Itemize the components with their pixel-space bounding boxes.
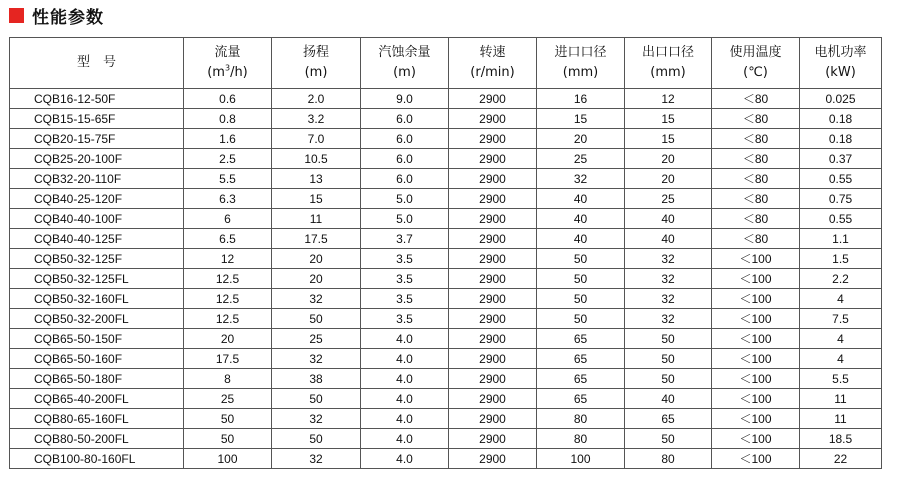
- cell-temperature: ＜100: [712, 409, 800, 429]
- cell-outlet-diameter: 25: [625, 189, 712, 209]
- cell-speed: 2900: [449, 169, 537, 189]
- cell-inlet-diameter: 50: [537, 289, 625, 309]
- table-row: [10, 169, 882, 189]
- cell-model: CQB40-40-125F: [10, 229, 184, 249]
- cell-flow: 100: [184, 449, 272, 469]
- table-row: [10, 389, 882, 409]
- cell-motor-power: 0.18: [800, 129, 882, 149]
- header-model: 型 号: [10, 38, 184, 89]
- cell-flow: 6.3: [184, 189, 272, 209]
- cell-head: 20: [272, 249, 361, 269]
- cell-model: CQB50-32-125F: [10, 249, 184, 269]
- cell-outlet-diameter: 32: [625, 309, 712, 329]
- cell-npsh: 5.0: [361, 189, 449, 209]
- cell-motor-power: 4: [800, 349, 882, 369]
- cell-flow: 50: [184, 409, 272, 429]
- cell-npsh: 6.0: [361, 129, 449, 149]
- cell-npsh: 4.0: [361, 449, 449, 469]
- cell-motor-power: 5.5: [800, 369, 882, 389]
- table-row: [10, 409, 882, 429]
- cell-outlet-diameter: 32: [625, 249, 712, 269]
- cell-head: 50: [272, 429, 361, 449]
- cell-head: 25: [272, 329, 361, 349]
- cell-inlet-diameter: 65: [537, 329, 625, 349]
- cell-outlet-diameter: 12: [625, 89, 712, 109]
- section-title: 性能参数: [32, 7, 104, 28]
- cell-speed: 2900: [449, 129, 537, 149]
- cell-head: 13: [272, 169, 361, 189]
- cell-inlet-diameter: 80: [537, 409, 625, 429]
- cell-model: CQB50-32-160FL: [10, 289, 184, 309]
- cell-temperature: ＜80: [712, 169, 800, 189]
- cell-model: CQB32-20-110F: [10, 169, 184, 189]
- table-row: [10, 129, 882, 149]
- cell-motor-power: 1.1: [800, 229, 882, 249]
- cell-flow: 5.5: [184, 169, 272, 189]
- cell-temperature: ＜80: [712, 89, 800, 109]
- cell-temperature: ＜100: [712, 449, 800, 469]
- cell-flow: 50: [184, 429, 272, 449]
- cell-head: 2.0: [272, 89, 361, 109]
- cell-outlet-diameter: 80: [625, 449, 712, 469]
- header-motor-power: 电机功率 (kW): [800, 38, 882, 89]
- cell-head: 32: [272, 349, 361, 369]
- cell-model: CQB25-20-100F: [10, 149, 184, 169]
- cell-npsh: 6.0: [361, 109, 449, 129]
- cell-speed: 2900: [449, 409, 537, 429]
- cell-outlet-diameter: 15: [625, 129, 712, 149]
- cell-temperature: ＜100: [712, 249, 800, 269]
- cell-model: CQB65-50-160F: [10, 349, 184, 369]
- cell-temperature: ＜100: [712, 369, 800, 389]
- cell-outlet-diameter: 50: [625, 369, 712, 389]
- cell-npsh: 9.0: [361, 89, 449, 109]
- cell-temperature: ＜80: [712, 189, 800, 209]
- cell-motor-power: 22: [800, 449, 882, 469]
- cell-npsh: 3.7: [361, 229, 449, 249]
- red-square-marker-icon: [9, 8, 24, 23]
- cell-speed: 2900: [449, 209, 537, 229]
- cell-npsh: 4.0: [361, 329, 449, 349]
- header-temperature: 使用温度 (℃): [712, 38, 800, 89]
- cell-temperature: ＜80: [712, 149, 800, 169]
- cell-speed: 2900: [449, 189, 537, 209]
- cell-head: 50: [272, 309, 361, 329]
- header-head: 扬程 (m): [272, 38, 361, 89]
- cell-model: CQB50-32-200FL: [10, 309, 184, 329]
- cell-temperature: ＜100: [712, 269, 800, 289]
- cell-model: CQB65-50-150F: [10, 329, 184, 349]
- cell-outlet-diameter: 32: [625, 269, 712, 289]
- table-row: [10, 149, 882, 169]
- performance-table: [9, 37, 882, 469]
- cell-outlet-diameter: 32: [625, 289, 712, 309]
- cell-flow: 0.8: [184, 109, 272, 129]
- cell-npsh: 3.5: [361, 309, 449, 329]
- cell-model: CQB15-15-65F: [10, 109, 184, 129]
- cell-motor-power: 4: [800, 289, 882, 309]
- cell-npsh: 4.0: [361, 389, 449, 409]
- table-body: [10, 89, 882, 469]
- table-row: [10, 209, 882, 229]
- cell-speed: 2900: [449, 329, 537, 349]
- cell-inlet-diameter: 100: [537, 449, 625, 469]
- cell-outlet-diameter: 20: [625, 149, 712, 169]
- cell-motor-power: 0.37: [800, 149, 882, 169]
- cell-model: CQB50-32-125FL: [10, 269, 184, 289]
- cell-inlet-diameter: 65: [537, 369, 625, 389]
- cell-speed: 2900: [449, 269, 537, 289]
- cell-temperature: ＜100: [712, 389, 800, 409]
- cell-flow: 12.5: [184, 269, 272, 289]
- cell-motor-power: 0.18: [800, 109, 882, 129]
- cell-outlet-diameter: 15: [625, 109, 712, 129]
- cell-model: CQB20-15-75F: [10, 129, 184, 149]
- cell-head: 32: [272, 289, 361, 309]
- cell-outlet-diameter: 40: [625, 229, 712, 249]
- header-npsh: 汽蚀余量 (m): [361, 38, 449, 89]
- header-inlet-diameter: 进口口径 (mm): [537, 38, 625, 89]
- cell-flow: 25: [184, 389, 272, 409]
- cell-outlet-diameter: 40: [625, 209, 712, 229]
- cell-temperature: ＜100: [712, 349, 800, 369]
- table-row: [10, 329, 882, 349]
- cell-inlet-diameter: 65: [537, 389, 625, 409]
- cell-speed: 2900: [449, 249, 537, 269]
- cell-outlet-diameter: 50: [625, 429, 712, 449]
- cell-inlet-diameter: 15: [537, 109, 625, 129]
- cell-model: CQB80-65-160FL: [10, 409, 184, 429]
- cell-temperature: ＜80: [712, 229, 800, 249]
- cell-inlet-diameter: 40: [537, 229, 625, 249]
- cell-head: 15: [272, 189, 361, 209]
- cell-speed: 2900: [449, 289, 537, 309]
- cell-npsh: 3.5: [361, 249, 449, 269]
- cell-motor-power: 7.5: [800, 309, 882, 329]
- cell-head: 50: [272, 389, 361, 409]
- cell-flow: 2.5: [184, 149, 272, 169]
- cell-flow: 1.6: [184, 129, 272, 149]
- cell-temperature: ＜80: [712, 129, 800, 149]
- cell-inlet-diameter: 20: [537, 129, 625, 149]
- cell-motor-power: 4: [800, 329, 882, 349]
- table-row: [10, 89, 882, 109]
- cell-head: 11: [272, 209, 361, 229]
- cell-inlet-diameter: 25: [537, 149, 625, 169]
- cell-model: CQB65-40-200FL: [10, 389, 184, 409]
- cell-flow: 8: [184, 369, 272, 389]
- cell-speed: 2900: [449, 149, 537, 169]
- cell-outlet-diameter: 50: [625, 329, 712, 349]
- cell-temperature: ＜100: [712, 309, 800, 329]
- cell-npsh: 6.0: [361, 169, 449, 189]
- cell-inlet-diameter: 40: [537, 209, 625, 229]
- header-speed: 转速 (r/min): [449, 38, 537, 89]
- header-flow: 流量 $(m^3/h)$: [184, 38, 272, 89]
- table-row: [10, 229, 882, 249]
- cell-model: CQB40-25-120F: [10, 189, 184, 209]
- cell-npsh: 4.0: [361, 349, 449, 369]
- cell-flow: 12.5: [184, 289, 272, 309]
- cell-head: 17.5: [272, 229, 361, 249]
- cell-head: 3.2: [272, 109, 361, 129]
- cell-speed: 2900: [449, 389, 537, 409]
- cell-motor-power: 0.55: [800, 209, 882, 229]
- cell-temperature: ＜80: [712, 209, 800, 229]
- table-row: [10, 269, 882, 289]
- cell-outlet-diameter: 20: [625, 169, 712, 189]
- cell-head: 38: [272, 369, 361, 389]
- cell-motor-power: 18.5: [800, 429, 882, 449]
- cell-speed: 2900: [449, 89, 537, 109]
- cell-npsh: 4.0: [361, 409, 449, 429]
- table-header-row: [10, 38, 882, 89]
- cell-temperature: ＜80: [712, 109, 800, 129]
- cell-temperature: ＜100: [712, 429, 800, 449]
- cell-head: 7.0: [272, 129, 361, 149]
- cell-inlet-diameter: 16: [537, 89, 625, 109]
- cell-model: CQB40-40-100F: [10, 209, 184, 229]
- cell-motor-power: 11: [800, 389, 882, 409]
- cell-flow: 12.5: [184, 309, 272, 329]
- cell-outlet-diameter: 40: [625, 389, 712, 409]
- cell-npsh: 5.0: [361, 209, 449, 229]
- table-row: [10, 189, 882, 209]
- cell-flow: 6: [184, 209, 272, 229]
- cell-inlet-diameter: 32: [537, 169, 625, 189]
- table-row: [10, 349, 882, 369]
- cell-speed: 2900: [449, 309, 537, 329]
- cell-npsh: 3.5: [361, 289, 449, 309]
- cell-head: 32: [272, 449, 361, 469]
- table-row: [10, 449, 882, 469]
- cell-motor-power: 0.75: [800, 189, 882, 209]
- cell-outlet-diameter: 50: [625, 349, 712, 369]
- cell-inlet-diameter: 50: [537, 309, 625, 329]
- cell-motor-power: 0.55: [800, 169, 882, 189]
- cell-speed: 2900: [449, 369, 537, 389]
- cell-outlet-diameter: 65: [625, 409, 712, 429]
- cell-flow: 12: [184, 249, 272, 269]
- section-header: [9, 5, 104, 28]
- cell-model: CQB100-80-160FL: [10, 449, 184, 469]
- table-row: [10, 289, 882, 309]
- cell-speed: 2900: [449, 349, 537, 369]
- cell-head: 32: [272, 409, 361, 429]
- cell-inlet-diameter: 80: [537, 429, 625, 449]
- table-row: [10, 109, 882, 129]
- cell-speed: 2900: [449, 229, 537, 249]
- cell-speed: 2900: [449, 429, 537, 449]
- cell-flow: 6.5: [184, 229, 272, 249]
- cell-flow: 20: [184, 329, 272, 349]
- cell-model: CQB65-50-180F: [10, 369, 184, 389]
- cell-motor-power: 0.025: [800, 89, 882, 109]
- table-row: [10, 309, 882, 329]
- cell-motor-power: 11: [800, 409, 882, 429]
- table-row: [10, 369, 882, 389]
- cell-inlet-diameter: 65: [537, 349, 625, 369]
- cell-temperature: ＜100: [712, 329, 800, 349]
- cell-flow: 0.6: [184, 89, 272, 109]
- cell-head: 10.5: [272, 149, 361, 169]
- cell-npsh: 6.0: [361, 149, 449, 169]
- cell-npsh: 4.0: [361, 369, 449, 389]
- cell-npsh: 3.5: [361, 269, 449, 289]
- cell-head: 20: [272, 269, 361, 289]
- cell-npsh: 4.0: [361, 429, 449, 449]
- cell-motor-power: 1.5: [800, 249, 882, 269]
- cell-flow: 17.5: [184, 349, 272, 369]
- cell-inlet-diameter: 40: [537, 189, 625, 209]
- cell-inlet-diameter: 50: [537, 249, 625, 269]
- cell-speed: 2900: [449, 109, 537, 129]
- cell-motor-power: 2.2: [800, 269, 882, 289]
- cell-model: CQB80-50-200FL: [10, 429, 184, 449]
- header-outlet-diameter: 出口口径 (mm): [625, 38, 712, 89]
- cell-model: CQB16-12-50F: [10, 89, 184, 109]
- table-row: [10, 249, 882, 269]
- cell-speed: 2900: [449, 449, 537, 469]
- cell-inlet-diameter: 50: [537, 269, 625, 289]
- cell-temperature: ＜100: [712, 289, 800, 309]
- table-row: [10, 429, 882, 449]
